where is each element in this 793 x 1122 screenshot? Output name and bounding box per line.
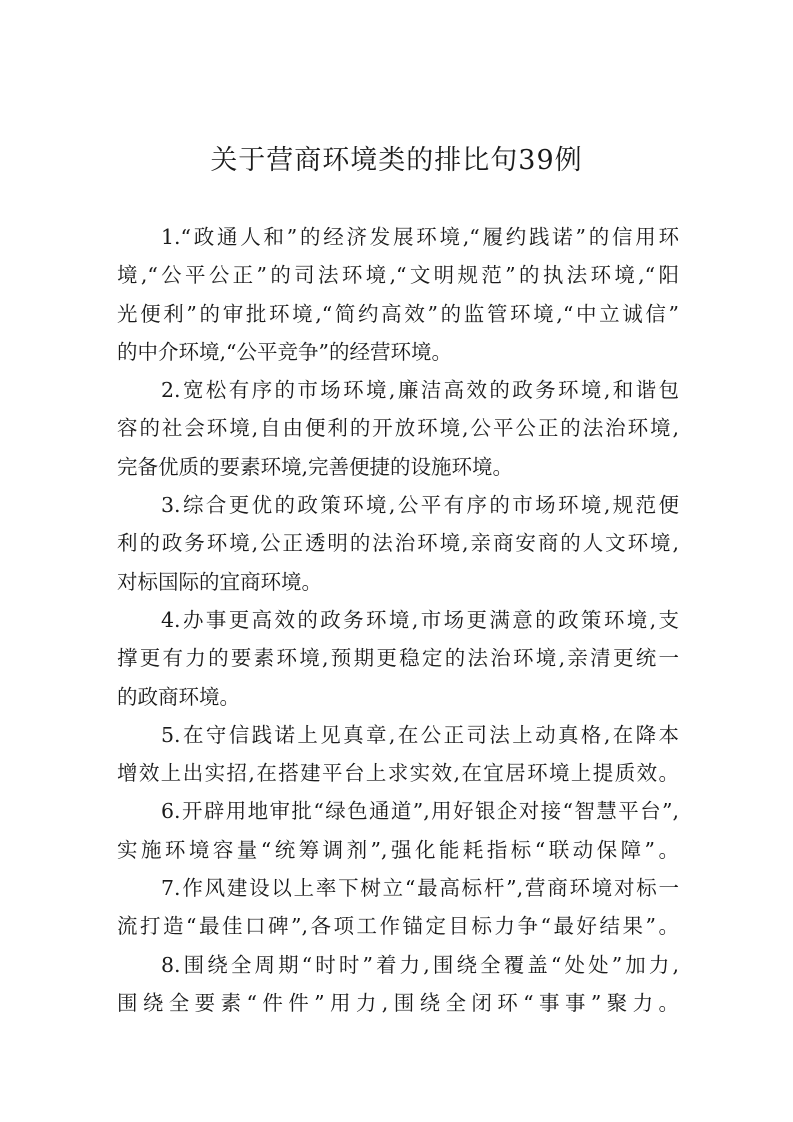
paragraph-line: 完备优质的要素环境,完善便捷的设施环境。 xyxy=(117,454,514,479)
document-title: 关于营商环境类的排比句39例 xyxy=(210,145,583,176)
paragraph-5 xyxy=(117,716,679,793)
paragraph-4 xyxy=(117,601,679,716)
paragraph-line: 8.围绕全周期“时时”着力,围绕全覆盖“处处”加力, xyxy=(161,952,679,977)
paragraph-2 xyxy=(117,371,679,486)
paragraph-1 xyxy=(117,218,679,371)
paragraph-line: 围绕全要素“件件”用力,围绕全闭环“事事”聚力。 xyxy=(117,990,679,1015)
paragraph-6 xyxy=(117,792,679,869)
paragraph-line: 7.作风建设以上率下树立“最高标杆”,营商环境对标一 xyxy=(161,876,679,901)
paragraph-line: 1.“政通人和”的经济发展环境,“履约践诺”的信用环 xyxy=(161,225,679,249)
paragraph-line: 对标国际的宜商环境。 xyxy=(117,569,322,594)
paragraph-line: 流打造“最佳口碑”,各项工作锚定目标力争“最好结果”。 xyxy=(117,914,679,939)
paragraph-line: 6.开辟用地审批“绿色通道”,用好银企对接“智慧平台”, xyxy=(161,799,679,824)
paragraph-line: 增效上出实招,在搭建平台上求实效,在宜居环境上提质效。 xyxy=(117,761,679,786)
paragraph-line: 5.在守信践诺上见真章,在公正司法上动真格,在降本 xyxy=(161,722,679,747)
document-body xyxy=(117,218,679,1022)
paragraph-line: 撑更有力的要素环境,预期更稳定的法治环境,亲清更统一 xyxy=(117,646,679,671)
paragraph-line: 容的社会环境,自由便利的开放环境,公平公正的法治环境, xyxy=(117,416,679,441)
paragraph-line: 利的政务环境,公正透明的法治环境,亲商安商的人文环境, xyxy=(117,531,679,556)
paragraph-8 xyxy=(117,946,679,1023)
paragraph-line: 4.办事更高效的政务环境,市场更满意的政策环境,支 xyxy=(161,607,679,632)
paragraph-line: 的中介环境,“公平竞争”的经营环境。 xyxy=(117,339,452,364)
paragraph-3 xyxy=(117,486,679,601)
paragraph-line: 境,“公平公正”的司法环境,“文明规范”的执法环境,“阳 xyxy=(117,263,679,288)
paragraph-line: 光便利”的审批环境,“简约高效”的监管环境,“中立诚信” xyxy=(117,301,679,326)
paragraph-line: 的政商环境。 xyxy=(117,684,240,709)
paragraph-line: 实施环境容量“统筹调剂”,强化能耗指标“联动保障”。 xyxy=(117,837,679,862)
paragraph-line: 3.综合更优的政策环境,公平有序的市场环境,规范便 xyxy=(161,493,679,518)
paragraph-7 xyxy=(117,869,679,946)
paragraph-line: 2.宽松有序的市场环境,廉洁高效的政务环境,和谐包 xyxy=(161,378,679,403)
